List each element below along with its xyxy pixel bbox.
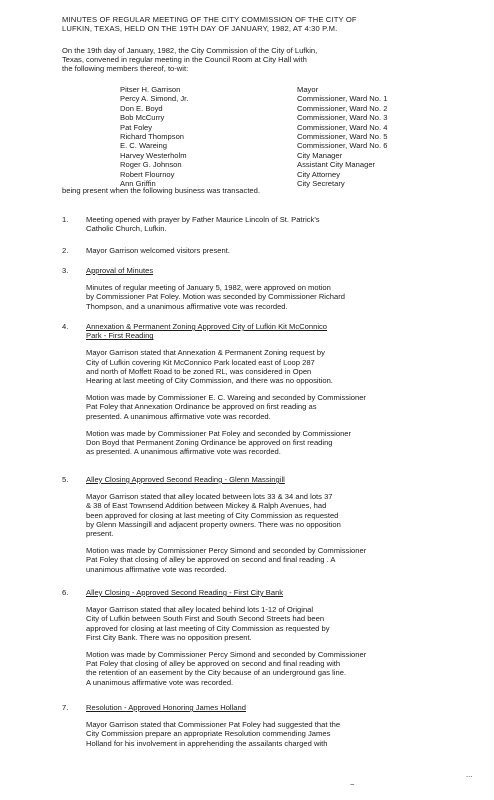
item-number: 7. — [62, 703, 69, 712]
member-title: City Manager — [297, 150, 343, 160]
item-paragraph — [86, 393, 462, 421]
agenda-item-4 — [62, 322, 462, 456]
member-title: City Attorney — [297, 169, 341, 179]
member-title: Commissioner, Ward No. 4 — [297, 122, 388, 132]
member-row — [120, 113, 450, 122]
paragraph-line: by Commissioner Pat Foley. Motion was seconded by Commissioner Richard — [86, 292, 345, 302]
paragraph-line: Don Boyd that Permanent Zoning Ordinance be approved on first reading — [86, 438, 333, 448]
corner-mark: ... — [466, 770, 473, 779]
intro-line: the following members thereof, to-wit: — [62, 64, 189, 74]
item-paragraph — [86, 605, 462, 642]
members-list — [120, 85, 450, 188]
agenda-item-2 — [62, 246, 462, 255]
paragraph-line: Motion was made by Commissioner E. C. Wareing and seconded by Commissioner — [86, 393, 366, 403]
member-row — [120, 151, 450, 160]
item-heading-line: Park - First Reading — [86, 331, 154, 341]
item-heading-line: Resolution - Approved Honoring James Holland — [86, 703, 246, 712]
paragraph-line: Motion was made by Commissioner Percy Simond and seconded by Commissioner — [86, 650, 367, 660]
member-title: Mayor — [297, 85, 319, 94]
item-heading-line: Alley Closing - Approved Second Reading - First City Bank — [86, 588, 284, 597]
item-number: 6. — [62, 588, 69, 597]
agenda-item-3 — [62, 266, 462, 311]
paragraph-line: City Commission prepare an appropriate Resolution commending James — [86, 729, 331, 739]
document-title — [62, 15, 442, 33]
agenda-item-6 — [62, 588, 462, 687]
item-paragraph — [86, 650, 462, 687]
member-row — [120, 141, 450, 150]
member-row — [120, 170, 450, 179]
item-heading-line: Alley Closing Approved Second Reading - Glenn Massingill — [86, 475, 285, 484]
paragraph-line: Thompson, and a unanimous affirmative vote was recorded. — [86, 301, 288, 311]
paragraph-line: by Glenn Massingill and adjacent property owners. There was no opposition — [86, 519, 341, 529]
member-name: Richard Thompson — [120, 131, 185, 141]
item-number: 5. — [62, 475, 69, 484]
item-heading-line: Approval of Minutes — [86, 266, 154, 275]
paragraph-line: present. — [86, 529, 114, 539]
paragraph-line: Mayor Garrison stated that Annexation & Permanent Zoning request by — [86, 348, 325, 358]
paragraph-line: Holland for his involvement in apprehending the assailants charged with — [86, 738, 328, 748]
item-paragraph — [86, 348, 462, 385]
paragraph-line: & 38 of East Townsend Addition between Mickey & Ralph Avenues, had — [86, 501, 327, 511]
member-name: Pat Foley — [120, 122, 153, 132]
member-title: Assistant City Manager — [297, 160, 376, 170]
paragraph-line: Minutes of regular meeting of January 5, 1982, were approved on motion — [86, 283, 331, 293]
member-row — [120, 132, 450, 141]
paragraph-line: Hearing at last meeting of City Commission, and there was no opposition. — [86, 376, 333, 386]
intro-line: On the 19th day of January, 1982, the City Commission of the City of Lufkin, — [62, 46, 318, 55]
item-heading-line: Meeting opened with prayer by Father Maurice Lincoln of St. Patrick's — [86, 215, 320, 224]
intro-line: Texas, convened in regular meeting in the Council Room at City Hall with — [62, 55, 307, 65]
paragraph-line: Motion was made by Commissioner Percy Simond and seconded by Commissioner — [86, 546, 367, 556]
paragraph-line: and north of Moffett Road to be zoned RL, was considered in Open — [86, 366, 312, 376]
member-name: Ann Griffin — [120, 178, 156, 188]
item-paragraph — [86, 492, 462, 538]
member-row — [120, 123, 450, 132]
agenda-item-7 — [62, 703, 462, 748]
member-row — [120, 160, 450, 169]
paragraph-line: City of Lufkin between South First and South Second Streets had been — [86, 614, 325, 624]
member-name: Robert Flournoy — [120, 169, 175, 179]
presence-statement: being present when the following business was transacted. — [62, 186, 260, 195]
paragraph-line: A unanimous affirmative vote was recorded. — [86, 677, 234, 687]
member-name: Harvey Westerholm — [120, 150, 187, 160]
title-line: LUFKIN, TEXAS, HELD ON THE 19TH DAY OF JANUARY, 1982, AT 4:30 P.M. — [62, 24, 338, 34]
member-row — [120, 94, 450, 103]
paragraph-line: Mayor Garrison stated that alley located behind lots 1-12 of Original — [86, 605, 314, 615]
item-heading-line: Catholic Church, Lufkin. — [86, 224, 167, 234]
paragraph-line: presented. A unanimous affirmative vote was recorded. — [86, 411, 271, 421]
paragraph-line: Pat Foley that Annexation Ordinance be approved on first reading as — [86, 402, 317, 412]
member-name: E. C. Wareing — [120, 141, 167, 151]
paragraph-line: the retention of an easement by the City because of an underground gas line. — [86, 668, 347, 678]
item-number: 4. — [62, 322, 69, 331]
paragraph-line: approved for closing at last meeting of City Commission as requested by — [86, 623, 330, 633]
member-name: Percy A. Simond, Jr. — [120, 94, 189, 104]
paragraph-line: Mayor Garrison stated that Commissioner Pat Foley had suggested that the — [86, 720, 341, 730]
item-heading-line: Mayor Garrison welcomed visitors present. — [86, 246, 230, 255]
paragraph-line: Motion was made by Commissioner Pat Foley and seconded by Commissioner — [86, 428, 352, 438]
paragraph-line: Pat Foley that closing of alley be approved on second and final reading with — [86, 659, 341, 669]
item-paragraph — [86, 429, 462, 457]
item-number: 2. — [62, 246, 69, 255]
member-name: Bob McCurry — [120, 113, 165, 123]
agenda-item-1 — [62, 215, 462, 233]
paragraph-line: unanimous affirmative vote was recorded. — [86, 564, 227, 574]
item-paragraph — [86, 720, 462, 748]
item-number: 3. — [62, 266, 69, 275]
member-title: Commissioner, Ward No. 6 — [297, 141, 388, 151]
intro-paragraph — [62, 46, 442, 74]
page-mark: ~ — [350, 780, 355, 789]
item-heading-line: Annexation & Permanent Zoning Approved City of Lufkin Kit McConnico — [86, 322, 328, 331]
paragraph-line: Mayor Garrison stated that alley located between lots 33 & 34 and lots 37 — [86, 492, 333, 502]
paragraph-line: City of Lufkin covering Kit McConnico Park located east of Loop 287 — [86, 357, 315, 367]
paragraph-line: as presented. A unanimous affirmative vote was recorded. — [86, 447, 281, 457]
item-number: 1. — [62, 215, 69, 224]
item-paragraph — [86, 546, 462, 574]
member-title: Commissioner, Ward No. 1 — [297, 94, 388, 104]
member-row — [120, 104, 450, 113]
member-title: Commissioner, Ward No. 2 — [297, 103, 388, 113]
paragraph-line: been approved for closing at last meeting of City Commission as requested — [86, 510, 339, 520]
title-line: MINUTES OF REGULAR MEETING OF THE CITY COMMISSION OF THE CITY OF — [62, 15, 357, 24]
member-name: Roger G. Johnson — [120, 160, 182, 170]
paragraph-line: First City Bank. There was no opposition present. — [86, 632, 252, 642]
paragraph-line: Pat Foley that closing of alley be approved on second and final reading . A — [86, 555, 336, 565]
item-paragraph — [86, 283, 462, 311]
member-row — [120, 85, 450, 94]
agenda-item-5 — [62, 475, 462, 574]
member-name: Pitser H. Garrison — [120, 85, 181, 94]
member-title: City Secretary — [297, 178, 345, 188]
member-title: Commissioner, Ward No. 5 — [297, 131, 388, 141]
member-name: Don E. Boyd — [120, 103, 163, 113]
member-title: Commissioner, Ward No. 3 — [297, 113, 388, 123]
